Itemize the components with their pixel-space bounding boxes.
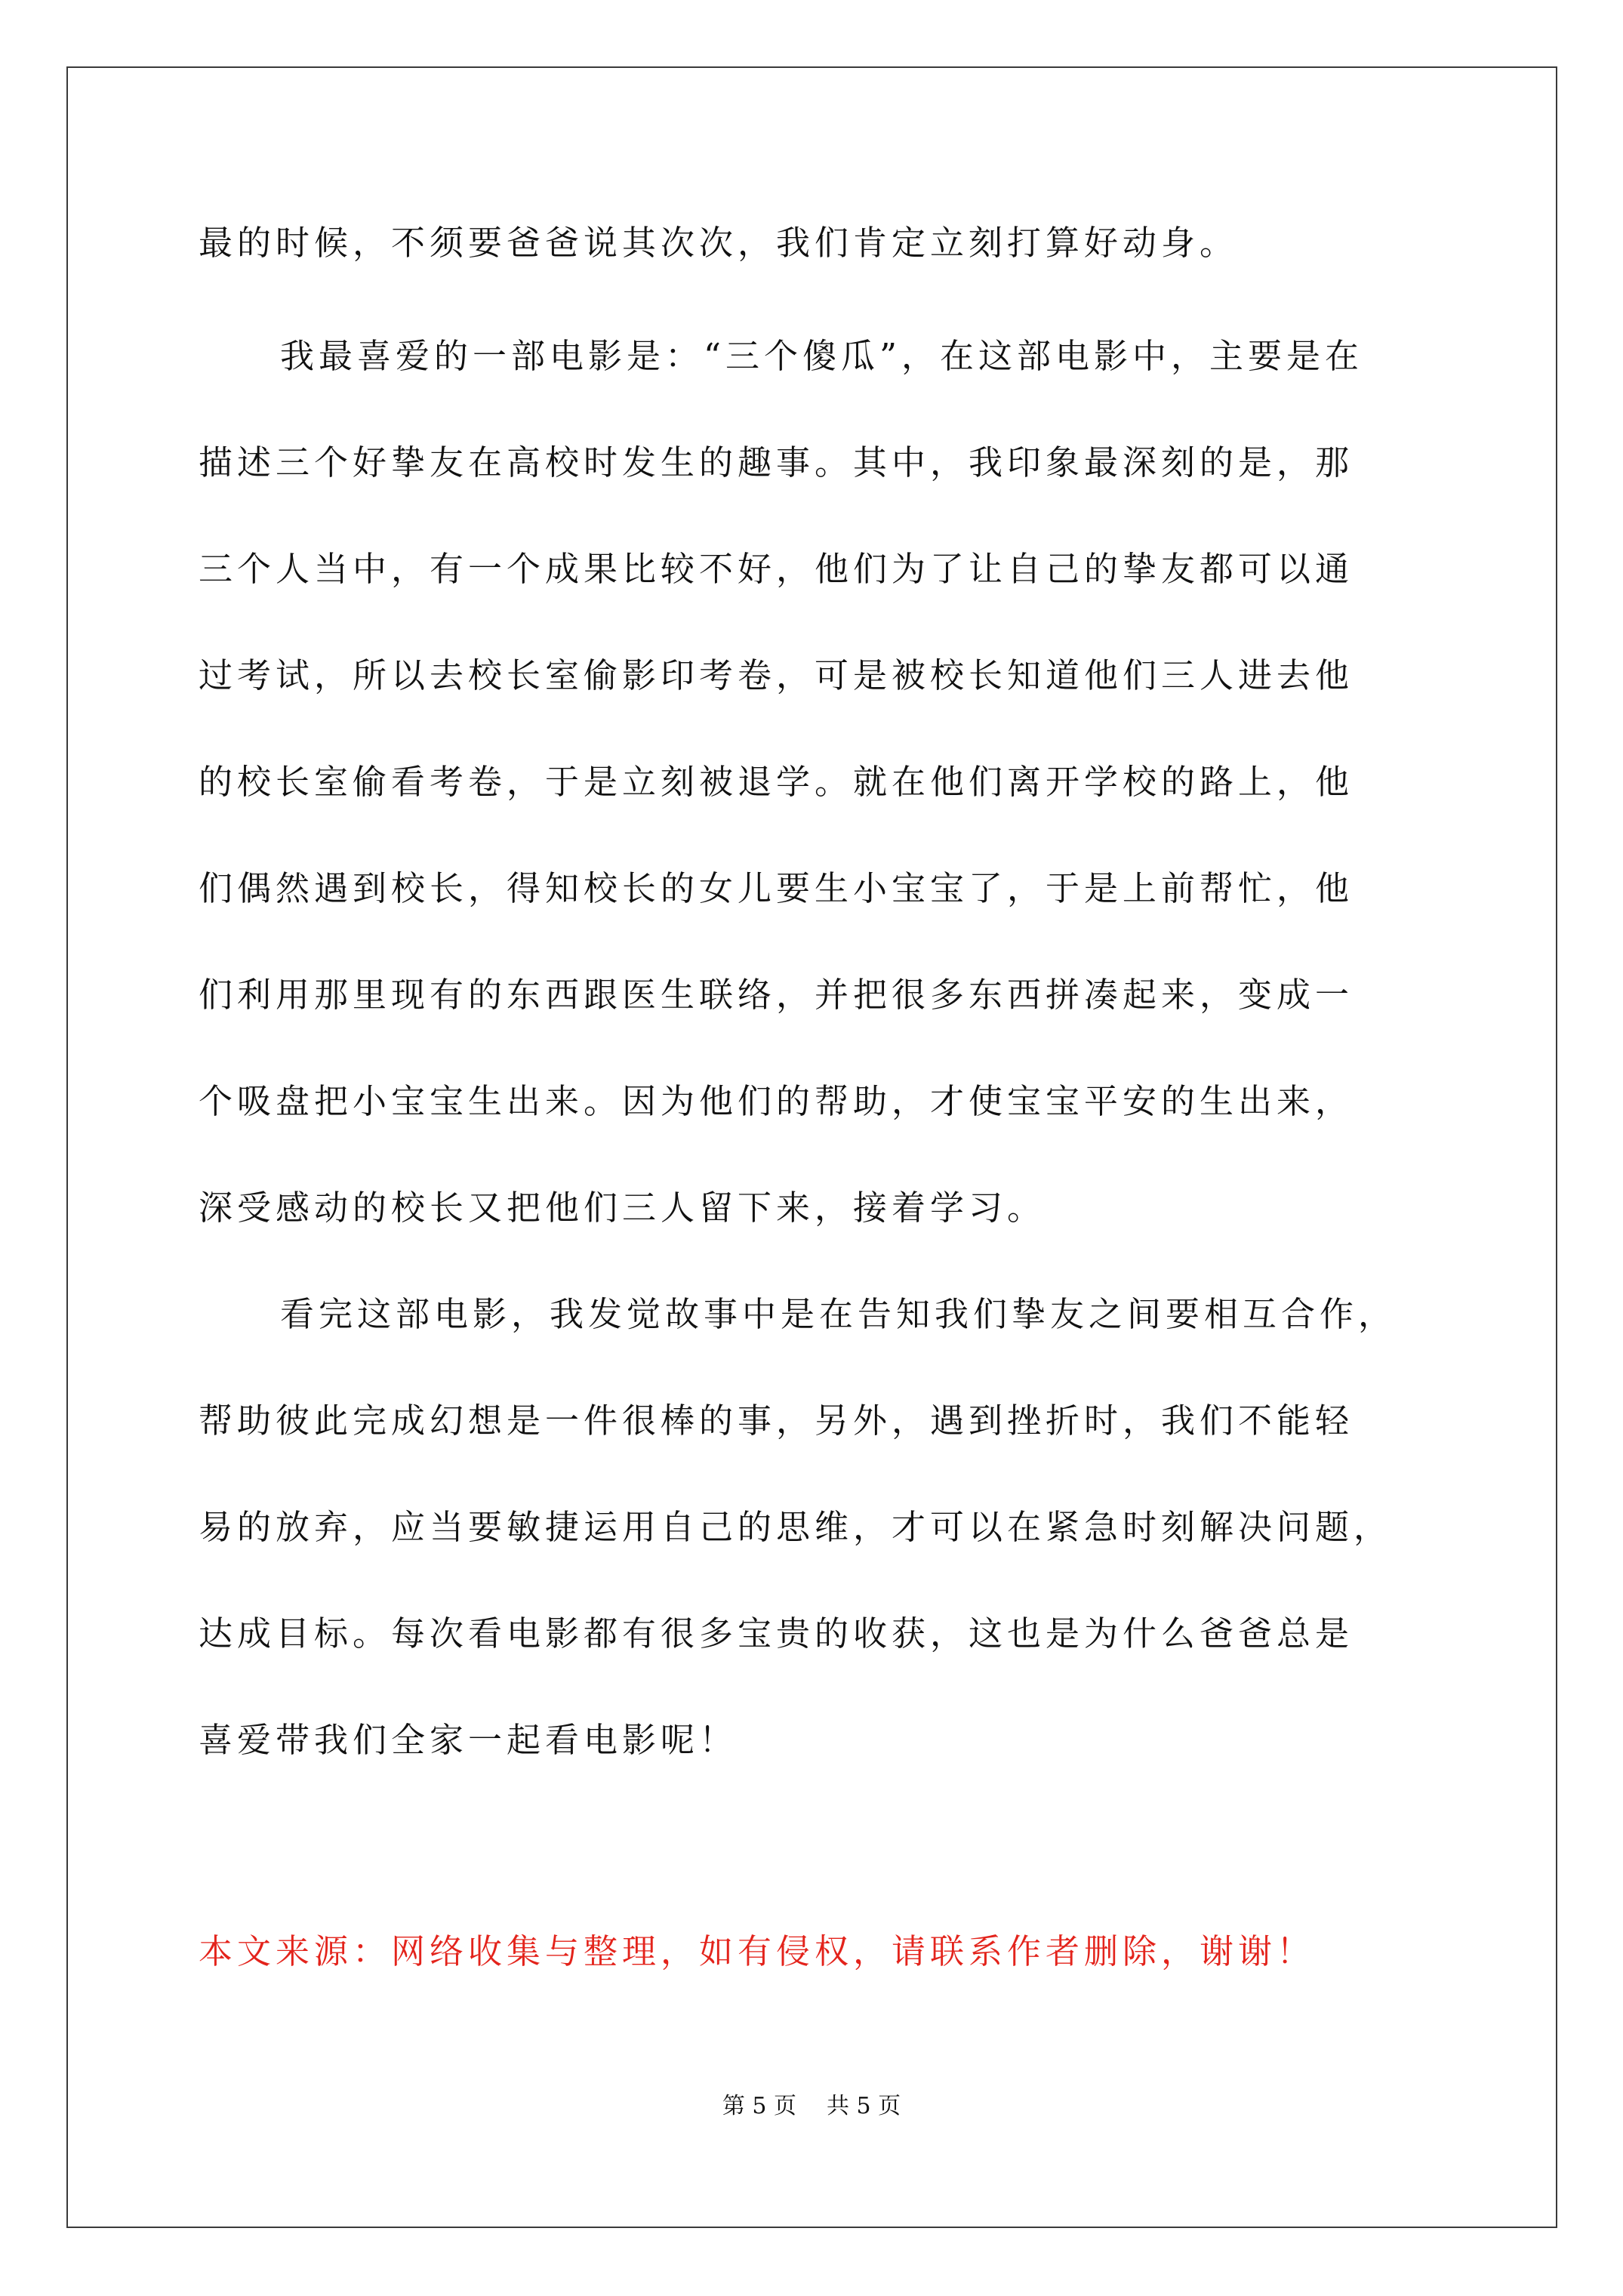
- paragraph-2-line-3: 三个人当中，有一个成果比较不好，他们为了让自己的挚友都可以通: [199, 549, 1354, 589]
- page-number-current: 第 5 页: [722, 2093, 796, 2119]
- paragraph-2-line-7: 们利用那里现有的东西跟医生联络，并把很多东西拼凑起来，变成一: [199, 975, 1354, 1015]
- paragraph-2-line-5: 的校长室偷看考卷，于是立刻被退学。就在他们离开学校的路上，他: [199, 762, 1354, 802]
- paragraph-3-line-3: 易的放弃，应当要敏捷运用自己的思维，才可以在紧急时刻解决问题，: [199, 1507, 1393, 1547]
- page-footer: [0, 2091, 1623, 2122]
- paragraph-3-line-4: 达成目标。每次看电影都有很多宝贵的收获，这也是为什么爸爸总是: [199, 1613, 1354, 1653]
- paragraph-2-line-4: 过考试，所以去校长室偷影印考卷，可是被校长知道他们三人进去他: [199, 655, 1354, 695]
- paragraph-2-line-6: 们偶然遇到校长，得知校长的女儿要生小宝宝了，于是上前帮忙，他: [199, 868, 1354, 908]
- paragraph-1-line-1: 最的时候，不须要爸爸说其次次，我们肯定立刻打算好动身。: [199, 223, 1239, 263]
- page-number-total: 共 5 页: [827, 2093, 901, 2119]
- page-border: [66, 66, 1557, 2228]
- paragraph-3-line-2: 帮助彼此完成幻想是一件很棒的事，另外，遇到挫折时，我们不能轻: [199, 1401, 1354, 1441]
- paragraph-2-line-1: 我最喜爱的一部电影是：“三个傻瓜”，在这部电影中，主要是在: [280, 336, 1364, 376]
- paragraph-3-line-5: 喜爱带我们全家一起看电影呢！: [199, 1720, 738, 1760]
- paragraph-2-line-9: 深受感动的校长又把他们三人留下来，接着学习。: [199, 1188, 1046, 1228]
- paragraph-2-line-2: 描述三个好挚友在高校时发生的趣事。其中，我印象最深刻的是，那: [199, 442, 1354, 482]
- paragraph-2-line-8: 个吸盘把小宝宝生出来。因为他们的帮助，才使宝宝平安的生出来，: [199, 1081, 1354, 1121]
- paragraph-3-line-1: 看完这部电影，我发觉故事中是在告知我们挚友之间要相互合作，: [280, 1294, 1397, 1334]
- source-note: 本文来源：网络收集与整理，如有侵权，请联系作者删除，谢谢！: [199, 1931, 1316, 1971]
